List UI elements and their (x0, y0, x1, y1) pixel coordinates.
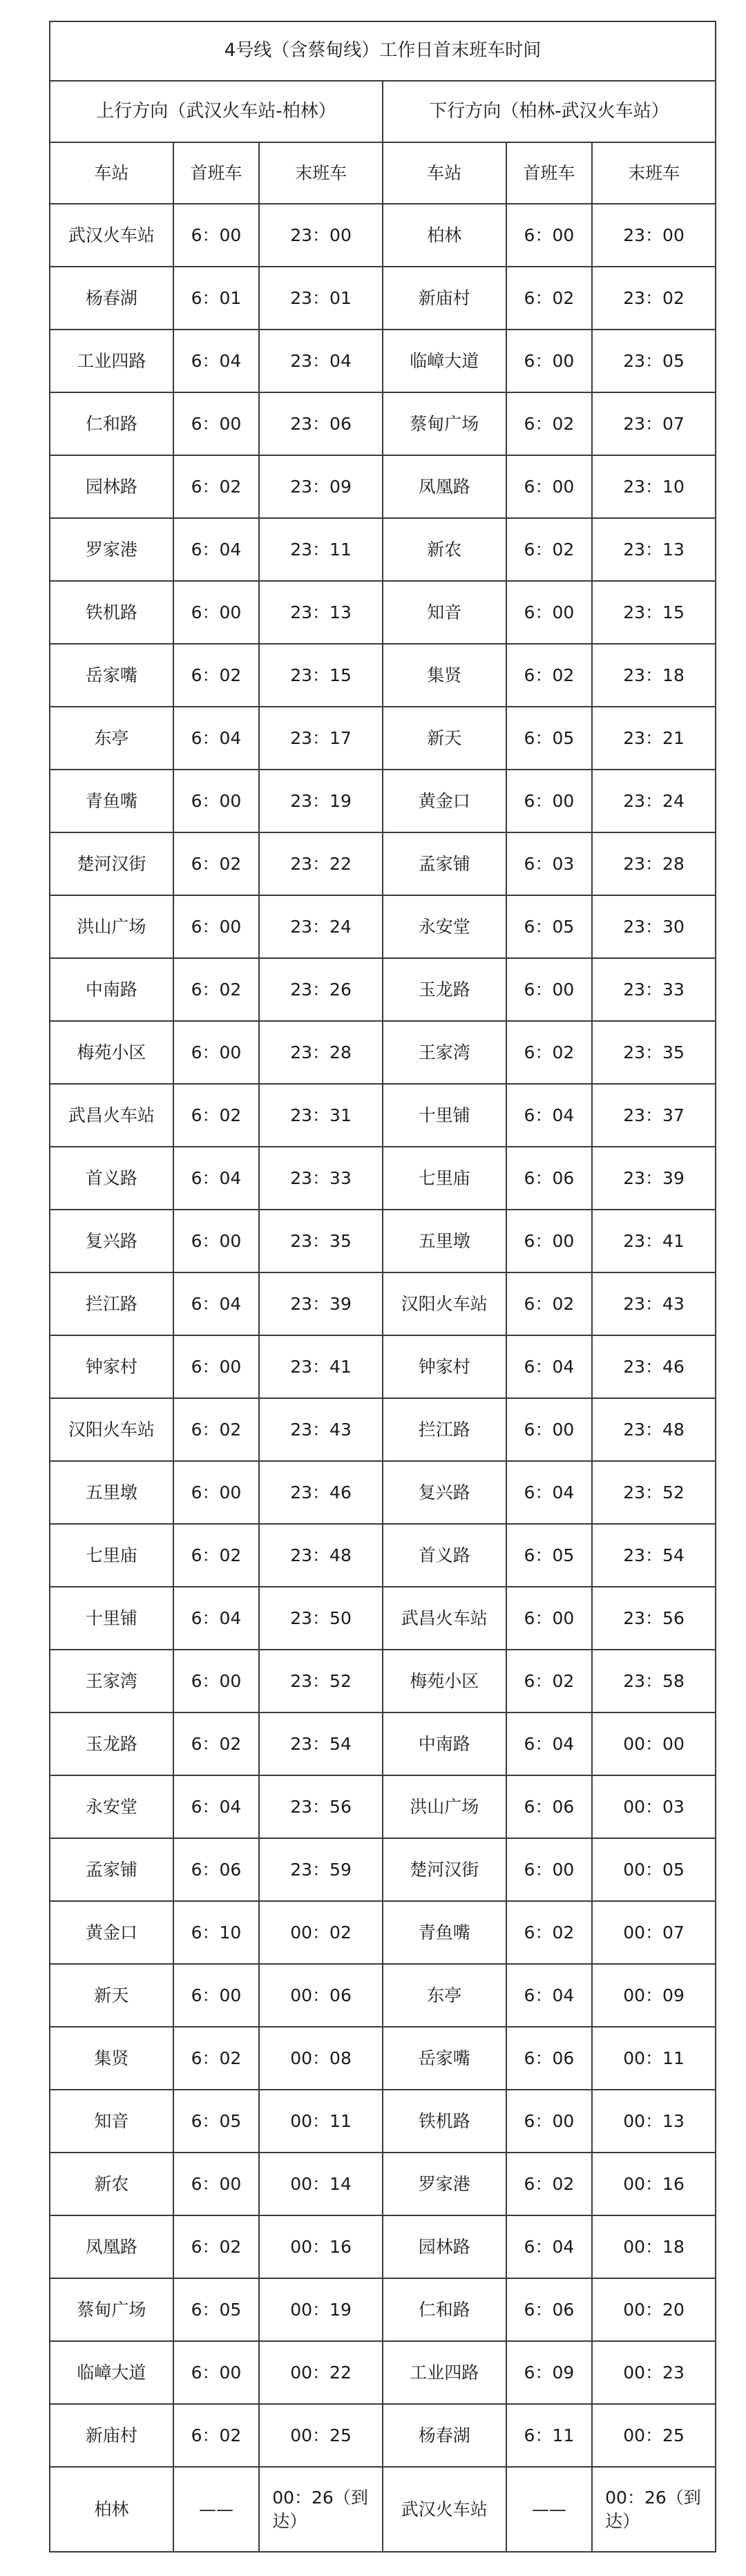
down-station: 黄金口 (383, 770, 506, 832)
up-last-train (259, 2467, 383, 2552)
up-last-train: 23：31 (259, 1084, 383, 1147)
down-first-train: 6：05 (506, 707, 592, 770)
down-first-train: 6：02 (506, 518, 592, 581)
down-first-train: 6：02 (506, 267, 592, 330)
up-first-train: 6：00 (173, 1461, 259, 1524)
up-station: 东亭 (50, 707, 173, 770)
down-first-train: 6：00 (506, 330, 592, 392)
down-first-train: 6：00 (506, 958, 592, 1021)
up-station: 园林路 (50, 455, 173, 518)
down-first-train: 6：04 (506, 1461, 592, 1524)
up-station: 洪山广场 (50, 895, 173, 958)
down-last-train: 23：05 (592, 330, 716, 392)
down-first-train: 6：06 (506, 1775, 592, 1838)
up-last-train: 00：19 (259, 2278, 383, 2341)
down-station: 东亭 (383, 1964, 506, 2027)
up-last-train: 23：09 (259, 455, 383, 518)
up-station: 永安堂 (50, 1775, 173, 1838)
down-last-train: 23：54 (592, 1524, 716, 1587)
up-direction-header: 上行方向（武汉火车站-柏林） (50, 81, 383, 142)
down-first-train: 6：00 (506, 204, 592, 267)
down-first-train: 6：02 (506, 644, 592, 707)
up-last-train: 23：43 (259, 1398, 383, 1461)
up-first-train: 6：00 (173, 392, 259, 455)
up-station: 杨春湖 (50, 267, 173, 330)
up-last-train: 00：22 (259, 2341, 383, 2404)
up-station: 铁机路 (50, 581, 173, 644)
table-row (50, 1461, 716, 1524)
up-station: 中南路 (50, 958, 173, 1021)
table-row (50, 392, 716, 455)
down-last-train: 23：58 (592, 1650, 716, 1712)
up-first-train: 6：00 (173, 204, 259, 267)
up-first-train: 6：02 (173, 1712, 259, 1775)
down-last-train: 23：43 (592, 1272, 716, 1335)
up-station: 钟家村 (50, 1335, 173, 1398)
up-station: 青鱼嘴 (50, 770, 173, 832)
up-station: 武汉火车站 (50, 204, 173, 267)
down-last-train: 23：13 (592, 518, 716, 581)
up-first-train: 6：02 (173, 1524, 259, 1587)
down-station: 梅苑小区 (383, 1650, 506, 1712)
up-station: 五里墩 (50, 1461, 173, 1524)
down-last-train-header: 末班车 (592, 142, 716, 204)
table-row (50, 267, 716, 330)
direction-row (50, 81, 716, 142)
up-last-train: 23：04 (259, 330, 383, 392)
table-row (50, 832, 716, 895)
table-row (50, 644, 716, 707)
table-row (50, 1964, 716, 2027)
down-first-train: 6：06 (506, 2027, 592, 2090)
down-last-train: 23：21 (592, 707, 716, 770)
up-last-train: 23：35 (259, 1210, 383, 1272)
up-last-train: 23：41 (259, 1335, 383, 1398)
up-first-train: 6：02 (173, 2027, 259, 2090)
up-first-train: 6：00 (173, 2341, 259, 2404)
up-first-train: 6：04 (173, 1587, 259, 1650)
table-row (50, 1147, 716, 1210)
up-last-train: 23：15 (259, 644, 383, 707)
up-last-train: 23：19 (259, 770, 383, 832)
down-station: 青鱼嘴 (383, 1901, 506, 1964)
up-last-train: 23：13 (259, 581, 383, 644)
table-title: 4号线（含蔡甸线）工作日首末班车时间 (50, 21, 716, 81)
down-station: 蔡甸广场 (383, 392, 506, 455)
table-row (50, 2404, 716, 2467)
down-station: 临嶂大道 (383, 330, 506, 392)
down-station: 王家湾 (383, 1021, 506, 1084)
up-last-train: 23：33 (259, 1147, 383, 1210)
up-first-train-header: 首班车 (173, 142, 259, 204)
table-row (50, 2278, 716, 2341)
down-station: 集贤 (383, 644, 506, 707)
down-last-train: 00：11 (592, 2027, 716, 2090)
table-row (50, 455, 716, 518)
table-row (50, 1838, 716, 1901)
table-row (50, 1712, 716, 1775)
down-station: 永安堂 (383, 895, 506, 958)
column-header-row (50, 142, 716, 204)
down-last-train: 00：16 (592, 2153, 716, 2215)
up-last-train: 23：06 (259, 392, 383, 455)
up-first-train: 6：05 (173, 2090, 259, 2153)
up-station: 首义路 (50, 1147, 173, 1210)
table-row (50, 518, 716, 581)
down-last-train (592, 2467, 716, 2552)
up-station: 新庙村 (50, 2404, 173, 2467)
title-row (50, 21, 716, 81)
down-station: 凤凰路 (383, 455, 506, 518)
down-last-train: 23：24 (592, 770, 716, 832)
up-last-train: 23：39 (259, 1272, 383, 1335)
down-first-train: 6：04 (506, 1964, 592, 2027)
up-first-train: 6：04 (173, 1775, 259, 1838)
up-station: 蔡甸广场 (50, 2278, 173, 2341)
down-first-train: 6：00 (506, 581, 592, 644)
down-station: 玉龙路 (383, 958, 506, 1021)
down-last-train: 23：39 (592, 1147, 716, 1210)
down-first-train: 6：04 (506, 1712, 592, 1775)
up-station: 工业四路 (50, 330, 173, 392)
down-station: 武汉火车站 (383, 2467, 506, 2552)
down-station-header: 车站 (383, 142, 506, 204)
up-first-train: 6：04 (173, 707, 259, 770)
up-last-train: 00：16 (259, 2215, 383, 2278)
table-row (50, 2341, 716, 2404)
down-station: 武昌火车站 (383, 1587, 506, 1650)
down-first-train: 6：03 (506, 832, 592, 895)
down-station: 罗家港 (383, 2153, 506, 2215)
up-last-train: 23：26 (259, 958, 383, 1021)
table-row (50, 581, 716, 644)
down-station: 首义路 (383, 1524, 506, 1587)
up-station: 仁和路 (50, 392, 173, 455)
up-first-train: 6：02 (173, 2215, 259, 2278)
down-first-train: 6：00 (506, 1838, 592, 1901)
down-last-train: 23：46 (592, 1335, 716, 1398)
up-station: 复兴路 (50, 1210, 173, 1272)
up-station: 黄金口 (50, 1901, 173, 1964)
table-row (50, 1084, 716, 1147)
down-last-train: 00：09 (592, 1964, 716, 2027)
down-first-train: 6：02 (506, 392, 592, 455)
down-station: 复兴路 (383, 1461, 506, 1524)
down-first-train: 6：09 (506, 2341, 592, 2404)
table-row (50, 1587, 716, 1650)
table-row (50, 1650, 716, 1712)
down-first-train: 6：02 (506, 1650, 592, 1712)
up-last-train: 23：59 (259, 1838, 383, 1901)
down-last-train: 00：00 (592, 1712, 716, 1775)
up-station: 知音 (50, 2090, 173, 2153)
down-first-train: 6：05 (506, 895, 592, 958)
table-row (50, 895, 716, 958)
down-station: 五里墩 (383, 1210, 506, 1272)
down-first-train: 6：00 (506, 1587, 592, 1650)
up-first-train: 6：00 (173, 1650, 259, 1712)
down-station: 钟家村 (383, 1335, 506, 1398)
down-last-train: 23：52 (592, 1461, 716, 1524)
down-first-train: 6：00 (506, 455, 592, 518)
up-station: 临嶂大道 (50, 2341, 173, 2404)
down-station: 十里铺 (383, 1084, 506, 1147)
up-first-train: 6：02 (173, 832, 259, 895)
down-last-train: 23：37 (592, 1084, 716, 1147)
down-last-train: 00：18 (592, 2215, 716, 2278)
down-first-train: 6：04 (506, 1084, 592, 1147)
up-station: 梅苑小区 (50, 1021, 173, 1084)
up-station: 新农 (50, 2153, 173, 2215)
down-last-train: 00：13 (592, 2090, 716, 2153)
up-last-train: 23：48 (259, 1524, 383, 1587)
down-first-train: 6：06 (506, 1147, 592, 1210)
up-station: 楚河汉街 (50, 832, 173, 895)
up-station: 柏林 (50, 2467, 173, 2552)
terminal-row (50, 2467, 716, 2552)
down-first-train: 6：02 (506, 1272, 592, 1335)
down-station: 孟家铺 (383, 832, 506, 895)
up-last-train: 00：02 (259, 1901, 383, 1964)
down-first-train: 6：00 (506, 1398, 592, 1461)
down-last-train: 23：33 (592, 958, 716, 1021)
table-row (50, 1901, 716, 1964)
up-station: 汉阳火车站 (50, 1398, 173, 1461)
down-first-train: 6：04 (506, 1335, 592, 1398)
table-row (50, 2153, 716, 2215)
up-last-train: 23：50 (259, 1587, 383, 1650)
down-first-train-header: 首班车 (506, 142, 592, 204)
down-station: 新农 (383, 518, 506, 581)
up-first-train: 6：02 (173, 2404, 259, 2467)
table-row (50, 958, 716, 1021)
up-station: 凤凰路 (50, 2215, 173, 2278)
up-station: 罗家港 (50, 518, 173, 581)
down-last-train: 23：35 (592, 1021, 716, 1084)
table-row (50, 1021, 716, 1084)
down-first-train: 6：05 (506, 1524, 592, 1587)
down-last-train: 00：03 (592, 1775, 716, 1838)
up-first-train: 6：10 (173, 1901, 259, 1964)
up-last-train: 23：28 (259, 1021, 383, 1084)
up-station: 玉龙路 (50, 1712, 173, 1775)
down-station: 拦江路 (383, 1398, 506, 1461)
down-last-train: 23：10 (592, 455, 716, 518)
up-first-train: 6：02 (173, 1084, 259, 1147)
down-station: 铁机路 (383, 2090, 506, 2153)
down-first-train: 6：06 (506, 2278, 592, 2341)
up-last-train: 23：24 (259, 895, 383, 958)
up-station: 集贤 (50, 2027, 173, 2090)
down-last-train: 23：15 (592, 581, 716, 644)
up-first-train: 6：02 (173, 958, 259, 1021)
up-station-header: 车站 (50, 142, 173, 204)
up-station: 新天 (50, 1964, 173, 2027)
up-first-train: 6：04 (173, 1272, 259, 1335)
up-last-train: 00：08 (259, 2027, 383, 2090)
table-row (50, 1524, 716, 1587)
up-station: 岳家嘴 (50, 644, 173, 707)
up-last-train: 23：11 (259, 518, 383, 581)
table-row (50, 330, 716, 392)
table-row (50, 2027, 716, 2090)
up-first-train: 6：00 (173, 770, 259, 832)
down-station: 楚河汉街 (383, 1838, 506, 1901)
down-first-train: 6：00 (506, 2090, 592, 2153)
up-station: 武昌火车站 (50, 1084, 173, 1147)
down-first-train: 6：04 (506, 2215, 592, 2278)
up-last-train: 23：54 (259, 1712, 383, 1775)
timetable-container (49, 21, 716, 2553)
down-station: 园林路 (383, 2215, 506, 2278)
down-last-train: 23：18 (592, 644, 716, 707)
table-row (50, 770, 716, 832)
up-first-train: 6：02 (173, 1398, 259, 1461)
up-first-train: 6：05 (173, 2278, 259, 2341)
up-last-train: 00：14 (259, 2153, 383, 2215)
down-last-train: 23：02 (592, 267, 716, 330)
table-row (50, 1398, 716, 1461)
down-last-train: 00：05 (592, 1838, 716, 1901)
table-row (50, 707, 716, 770)
down-station: 岳家嘴 (383, 2027, 506, 2090)
down-first-train: 6：02 (506, 1901, 592, 1964)
up-first-train: 6：00 (173, 1021, 259, 1084)
down-last-train: 00：23 (592, 2341, 716, 2404)
down-last-train: 00：25 (592, 2404, 716, 2467)
down-last-train: 23：56 (592, 1587, 716, 1650)
up-first-train: 6：02 (173, 455, 259, 518)
up-first-train: 6：04 (173, 330, 259, 392)
table-row (50, 2215, 716, 2278)
up-first-train: 6：00 (173, 1335, 259, 1398)
down-last-train: 23：28 (592, 832, 716, 895)
down-first-train: —— (506, 2467, 592, 2552)
up-station: 十里铺 (50, 1587, 173, 1650)
down-first-train: 6：00 (506, 1210, 592, 1272)
up-first-train: 6：06 (173, 1838, 259, 1901)
down-last-train: 23：00 (592, 204, 716, 267)
table-row (50, 2090, 716, 2153)
up-last-train: 23：52 (259, 1650, 383, 1712)
up-last-train: 00：25 (259, 2404, 383, 2467)
up-station: 七里庙 (50, 1524, 173, 1587)
table-row (50, 1775, 716, 1838)
up-first-train: 6：02 (173, 644, 259, 707)
down-station: 洪山广场 (383, 1775, 506, 1838)
up-last-train: 00：06 (259, 1964, 383, 2027)
down-first-train: 6：02 (506, 1021, 592, 1084)
up-last-train: 23：00 (259, 204, 383, 267)
up-first-train: —— (173, 2467, 259, 2552)
up-first-train: 6：00 (173, 895, 259, 958)
timetable-body (50, 204, 716, 2467)
down-first-train: 6：11 (506, 2404, 592, 2467)
up-last-train: 00：11 (259, 2090, 383, 2153)
up-first-train: 6：04 (173, 1147, 259, 1210)
up-last-train: 23：56 (259, 1775, 383, 1838)
down-station: 仁和路 (383, 2278, 506, 2341)
table-row (50, 204, 716, 267)
up-first-train: 6：00 (173, 581, 259, 644)
table-row (50, 1335, 716, 1398)
up-last-train-header: 末班车 (259, 142, 383, 204)
up-last-train: 23：17 (259, 707, 383, 770)
down-direction-header: 下行方向（柏林-武汉火车站） (383, 81, 716, 142)
down-last-train-text: 00：26（到达） (605, 2487, 701, 2531)
down-station: 新天 (383, 707, 506, 770)
down-station: 柏林 (383, 204, 506, 267)
down-last-train: 23：41 (592, 1210, 716, 1272)
table-row (50, 1210, 716, 1272)
down-station: 新庙村 (383, 267, 506, 330)
down-station: 七里庙 (383, 1147, 506, 1210)
table-row (50, 1272, 716, 1335)
down-station: 杨春湖 (383, 2404, 506, 2467)
down-first-train: 6：02 (506, 2153, 592, 2215)
down-station: 知音 (383, 581, 506, 644)
down-station: 工业四路 (383, 2341, 506, 2404)
up-station: 王家湾 (50, 1650, 173, 1712)
up-last-train: 23：22 (259, 832, 383, 895)
down-station: 汉阳火车站 (383, 1272, 506, 1335)
down-last-train: 00：20 (592, 2278, 716, 2341)
up-first-train: 6：00 (173, 1210, 259, 1272)
down-last-train: 00：07 (592, 1901, 716, 1964)
timetable (49, 21, 716, 2553)
up-station: 孟家铺 (50, 1838, 173, 1901)
down-last-train: 23：07 (592, 392, 716, 455)
down-station: 中南路 (383, 1712, 506, 1775)
up-first-train: 6：01 (173, 267, 259, 330)
up-station: 拦江路 (50, 1272, 173, 1335)
up-first-train: 6：00 (173, 2153, 259, 2215)
down-last-train: 23：30 (592, 895, 716, 958)
up-last-train: 23：01 (259, 267, 383, 330)
up-first-train: 6：00 (173, 1964, 259, 2027)
up-last-train: 23：46 (259, 1461, 383, 1524)
up-first-train: 6：04 (173, 518, 259, 581)
down-last-train: 23：48 (592, 1398, 716, 1461)
down-first-train: 6：00 (506, 770, 592, 832)
up-last-train-text: 00：26（到达） (272, 2487, 368, 2531)
